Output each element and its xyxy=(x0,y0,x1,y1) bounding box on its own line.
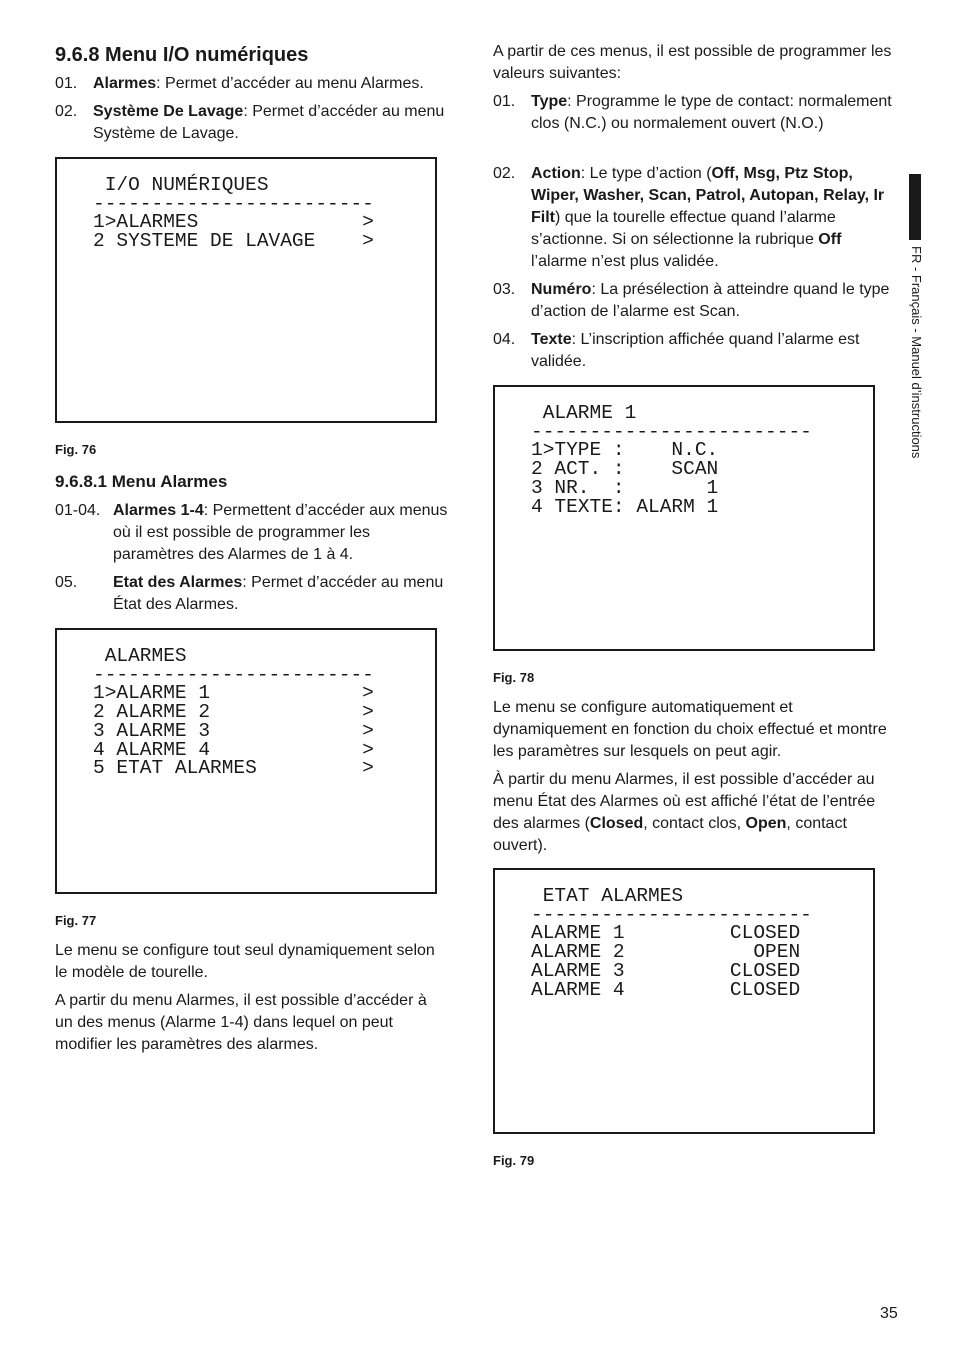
item-term: Etat des Alarmes xyxy=(113,574,243,591)
item-term: Numéro xyxy=(531,281,592,298)
menu-screen-alarme-1 xyxy=(493,385,875,651)
paragraph: A partir du menu Alarmes, il est possible d’accéder à un des menus (Alarme 1-4) dans lequel on peut modifier les paramètres des alarmes. xyxy=(55,992,427,1053)
language-tab-marker xyxy=(909,174,921,240)
menu-screen-alarmes xyxy=(55,628,437,894)
item-term: Système De Lavage xyxy=(93,103,244,120)
item-text: : L’inscription affichée quand l’alarme est validée. xyxy=(531,331,860,370)
list-item xyxy=(55,572,465,616)
screen-text: ETAT ALARMES ------------------------ ALARME 1 CLOSED ALARME 2 OPEN ALARME 3 CLOSED ALARME 4 CLOSED xyxy=(531,885,812,1001)
item-term: Alarmes xyxy=(93,75,157,92)
item-term: Off xyxy=(818,231,842,248)
list-item xyxy=(493,163,903,273)
figure-caption: Fig. 76 xyxy=(55,442,97,457)
menu-screen-io xyxy=(55,157,437,423)
item-text: : Permet d’accéder au menu État des Alarmes. xyxy=(113,574,444,613)
item-text: : La présélection à atteindre quand le type d’action de l’alarme est Scan. xyxy=(531,281,890,320)
screen-text: ALARME 1 ------------------------ 1>TYPE : N.C. 2 ACT. : SCAN 3 NR. : 1 4 TEXTE: ALARM 1 xyxy=(531,402,812,518)
item-text: : Programme le type de contact: normalement clos (N.C.) ou normalement ouvert (N.O.) xyxy=(531,93,892,132)
item-text: : Le type d’action ( xyxy=(580,165,712,182)
item-number: 01. xyxy=(493,93,516,110)
item-term: Alarmes 1-4 xyxy=(113,502,204,519)
item-number: 02. xyxy=(493,165,516,182)
item-text: : Permet d’accéder au menu Alarmes. xyxy=(156,75,424,92)
paragraph-text: , contact ouvert). xyxy=(493,815,847,854)
item-text: : Permet d’accéder au menu Système de Lavage. xyxy=(93,103,445,142)
figure-caption: Fig. 78 xyxy=(493,670,535,685)
menu-screen-etat-alarmes xyxy=(493,868,875,1134)
subsection-heading: 9.6.8.1 Menu Alarmes xyxy=(55,472,228,491)
item-number: 05. xyxy=(55,574,78,591)
figure-caption: Fig. 79 xyxy=(493,1153,535,1168)
item-term: Texte xyxy=(531,331,572,348)
item-text: l’alarme n’est plus validée. xyxy=(531,253,719,270)
status-term: Open xyxy=(745,815,787,832)
item-number: 02. xyxy=(55,103,78,120)
item-number: 01-04. xyxy=(55,502,101,519)
list-item xyxy=(493,329,903,373)
language-tab-label: FR - Français - Manuel d’instructions xyxy=(909,246,924,459)
paragraph-text: À partir du menu Alarmes, il est possible d’accéder au menu État des Alarmes où est affiché l’état de l’entrée des alarmes ( xyxy=(493,771,876,832)
item-term: Type xyxy=(531,93,568,110)
paragraph: Le menu se configure tout seul dynamiquement selon le modèle de tourelle. xyxy=(55,942,435,981)
paragraph: A partir de ces menus, il est possible de programmer les valeurs suivantes: xyxy=(493,43,892,82)
list-item xyxy=(55,101,465,145)
item-number: 03. xyxy=(493,281,516,298)
item-number: 04. xyxy=(493,331,516,348)
item-number: 01. xyxy=(55,75,78,92)
screen-text: ALARMES ------------------------ 1>ALARME 1 > 2 ALARME 2 > 3 ALARME 3 > 4 ALARME 4 > 5 ETAT ALARMES > xyxy=(93,645,374,780)
figure-caption: Fig. 77 xyxy=(55,913,97,928)
section-heading: 9.6.8 Menu I/O numériques xyxy=(55,44,309,66)
item-options: Off, Msg, Ptz Stop, Wiper, Washer, Scan, Patrol, Autopan, Relay, Ir Filt xyxy=(531,165,885,226)
list-item xyxy=(493,279,903,323)
paragraph: Le menu se configure automatiquement et dynamiquement en fonction du choix effectué et montre les paramètres sur lesquels on peut agir. xyxy=(493,699,887,760)
paragraph-text: , contact clos, xyxy=(643,815,746,832)
list-item xyxy=(55,73,465,95)
item-text: : Permettent d’accéder aux menus où il est possible de programmer les paramètres des Alarmes de 1 à 4. xyxy=(113,502,448,563)
status-term: Closed xyxy=(589,815,644,832)
screen-text: I/O NUMÉRIQUES ------------------------ 1>ALARMES > 2 SYSTEME DE LAVAGE > xyxy=(93,174,374,253)
list-item xyxy=(55,500,465,566)
paragraph xyxy=(493,769,903,857)
item-text: ) que la tourelle effectue quand l’alarme s’actionne. Si on sélectionne la rubrique xyxy=(531,209,836,248)
page-number: 35 xyxy=(880,1305,898,1322)
item-term: Action xyxy=(531,165,581,182)
list-item xyxy=(493,91,903,157)
